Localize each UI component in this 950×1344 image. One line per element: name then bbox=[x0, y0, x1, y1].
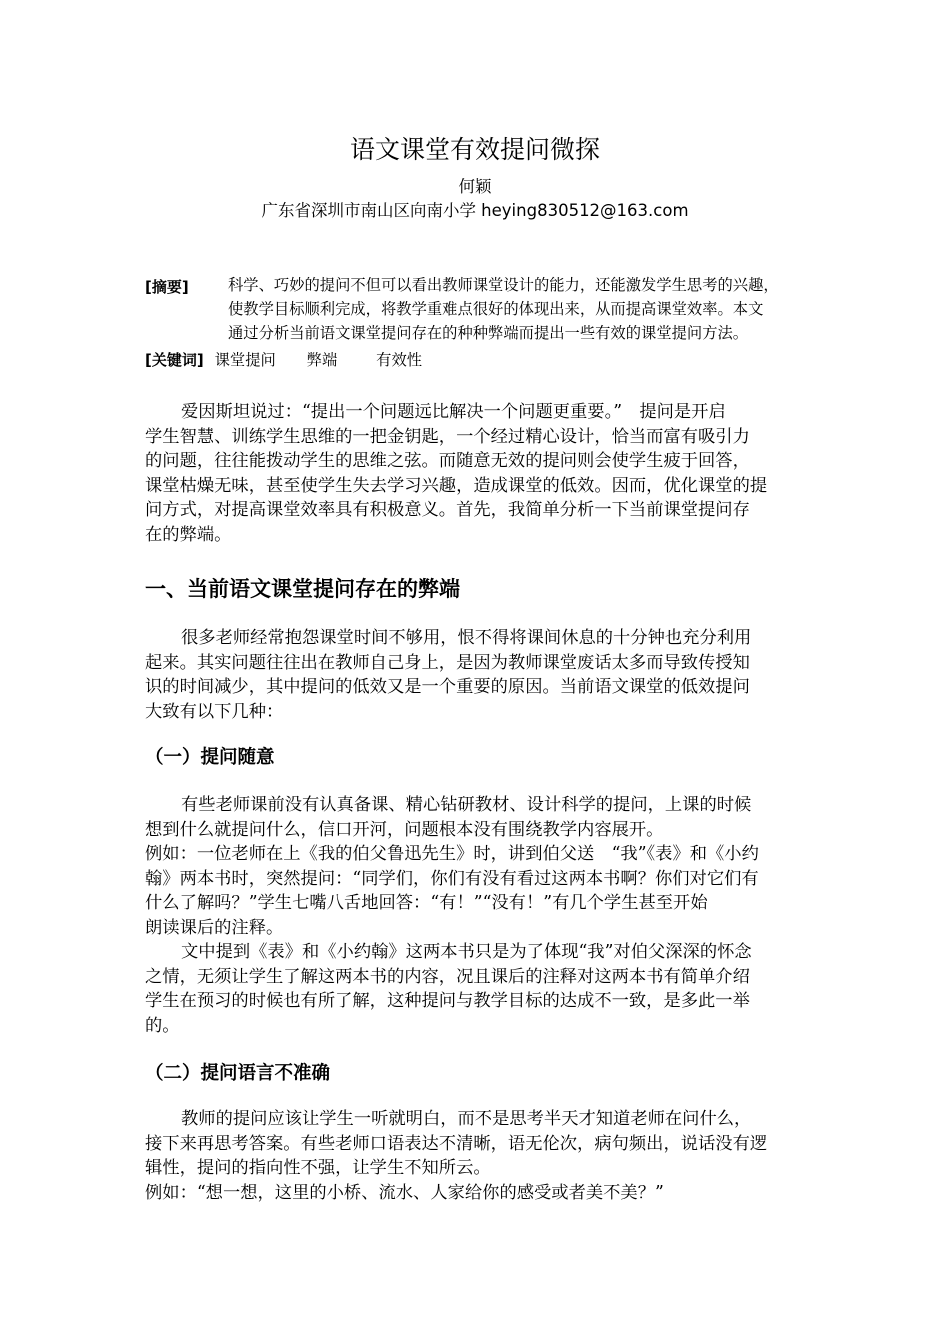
text-line: 文中提到《表》和《小约翰》这两本书只是为了体现“我”对伯父深深的怀念 bbox=[181, 942, 752, 962]
text-line: 问方式，对提高课堂效率具有积极意义。首先，我简单分析一下当前课堂提问存 bbox=[145, 500, 750, 520]
text-line: 识的时间减少，其中提问的低效又是一个重要的原因。当前语文课堂的低效提问 bbox=[145, 677, 750, 697]
abstract-line: 使教学目标顺利完成，将教学重难点很好的体现出来，从而提高课堂效率。本文 bbox=[228, 300, 764, 318]
abstract-line: 通过分析当前语文课堂提问存在的种种弊端而提出一些有效的课堂提问方法。 bbox=[228, 324, 749, 342]
text-line: 想到什么就提问什么，信口开河，问题根本没有围绕教学内容展开。 bbox=[145, 819, 664, 840]
text-line: 学生在预习的时候也有所了解，这种提问与教学目标的达成不一致，是多此一举 bbox=[145, 991, 750, 1011]
abstract-text bbox=[228, 273, 822, 345]
text-line: 起来。其实问题往往出在教师自己身上，是因为教师课堂废话太多而导致传授知 bbox=[145, 652, 750, 673]
subsection-heading: （一）提问随意 bbox=[145, 747, 275, 768]
paper-title: 语文课堂有效提问微探 bbox=[349, 135, 600, 164]
example-line: 例如：一位老师在上《我的伯父鲁迅先生》时，讲到伯父送 “我”《表》和《小约 bbox=[145, 844, 759, 864]
text-line: 学生智慧、训练学生思维的一把金钥匙，一个经过精心设计，恰当而富有吸引力 bbox=[145, 426, 750, 447]
section-heading: 一、当前语文课堂提问存在的弊端 bbox=[145, 577, 460, 601]
text-line: 接下来再思考答案。有些老师口语表达不清晰，语无伦次，病句频出，说话没有逻 bbox=[145, 1133, 768, 1154]
abstract-line: 科学、巧妙的提问不但可以看出教师课堂设计的能力，还能激发学生思考的兴趣， bbox=[228, 276, 779, 294]
text-line: 之情，无须让学生了解这两本书的内容，况且课后的注释对这两本书有简单介绍 bbox=[145, 966, 750, 987]
text-line: 在的弊端。 bbox=[145, 524, 232, 545]
author-name: 何颖 bbox=[458, 177, 492, 196]
text-line: 课堂枯燥无味，甚至使学生失去学习兴趣，造成课堂的低效。因而，优化课堂的提 bbox=[145, 475, 768, 496]
author-affiliation: 广东省深圳市南山区向南小学 heying830512@163.com bbox=[261, 201, 689, 220]
subsection-heading: （二）提问语言不准确 bbox=[145, 1063, 331, 1084]
keyword-item: 弊端 bbox=[306, 351, 338, 369]
subsection-paragraph bbox=[145, 1107, 810, 1205]
text-line: 大致有以下几种： bbox=[145, 701, 284, 722]
subsection-paragraph bbox=[145, 793, 810, 1038]
example-line: 翰》两本书时，突然提问：“同学们，你们有没有看过这两本书啊？你们对它们有 bbox=[145, 868, 759, 889]
example-line: 什么了解吗？”学生七嘴八舌地回答：“有！”“没有！”有几个学生甚至开始 bbox=[145, 893, 708, 913]
keywords-row bbox=[145, 348, 422, 372]
abstract-label: [摘要] bbox=[145, 278, 189, 296]
text-line: 教师的提问应该让学生一听就明白，而不是思考半天才知道老师在问什么， bbox=[181, 1109, 752, 1129]
section-paragraph bbox=[145, 626, 810, 724]
keyword-item: 有效性 bbox=[376, 351, 423, 369]
text-line: 的。 bbox=[145, 1015, 180, 1036]
text-line: 爱因斯坦说过：“提出一个问题远比解决一个问题更重要。” 提问是开启 bbox=[181, 402, 726, 422]
keyword-item: 课堂提问 bbox=[214, 351, 276, 369]
text-line: 有些老师课前没有认真备课、精心钻研教材、设计科学的提问，上课的时候 bbox=[181, 795, 752, 815]
keywords-label: [关键词] bbox=[145, 351, 204, 369]
intro-paragraph bbox=[145, 400, 810, 547]
example-line: 例如：“想一想，这里的小桥、流水、人家给你的感受或者美不美？” bbox=[145, 1182, 664, 1203]
text-line: 辑性，提问的指向性不强，让学生不知所云。 bbox=[145, 1158, 491, 1178]
text-line: 很多老师经常抱怨课堂时间不够用，恨不得将课间休息的十分钟也充分利用 bbox=[181, 628, 752, 648]
text-line: 的问题，往往能拨动学生的思维之弦。而随意无效的提问则会使学生疲于回答， bbox=[145, 451, 750, 471]
example-line: 朗读课后的注释。 bbox=[145, 917, 284, 938]
